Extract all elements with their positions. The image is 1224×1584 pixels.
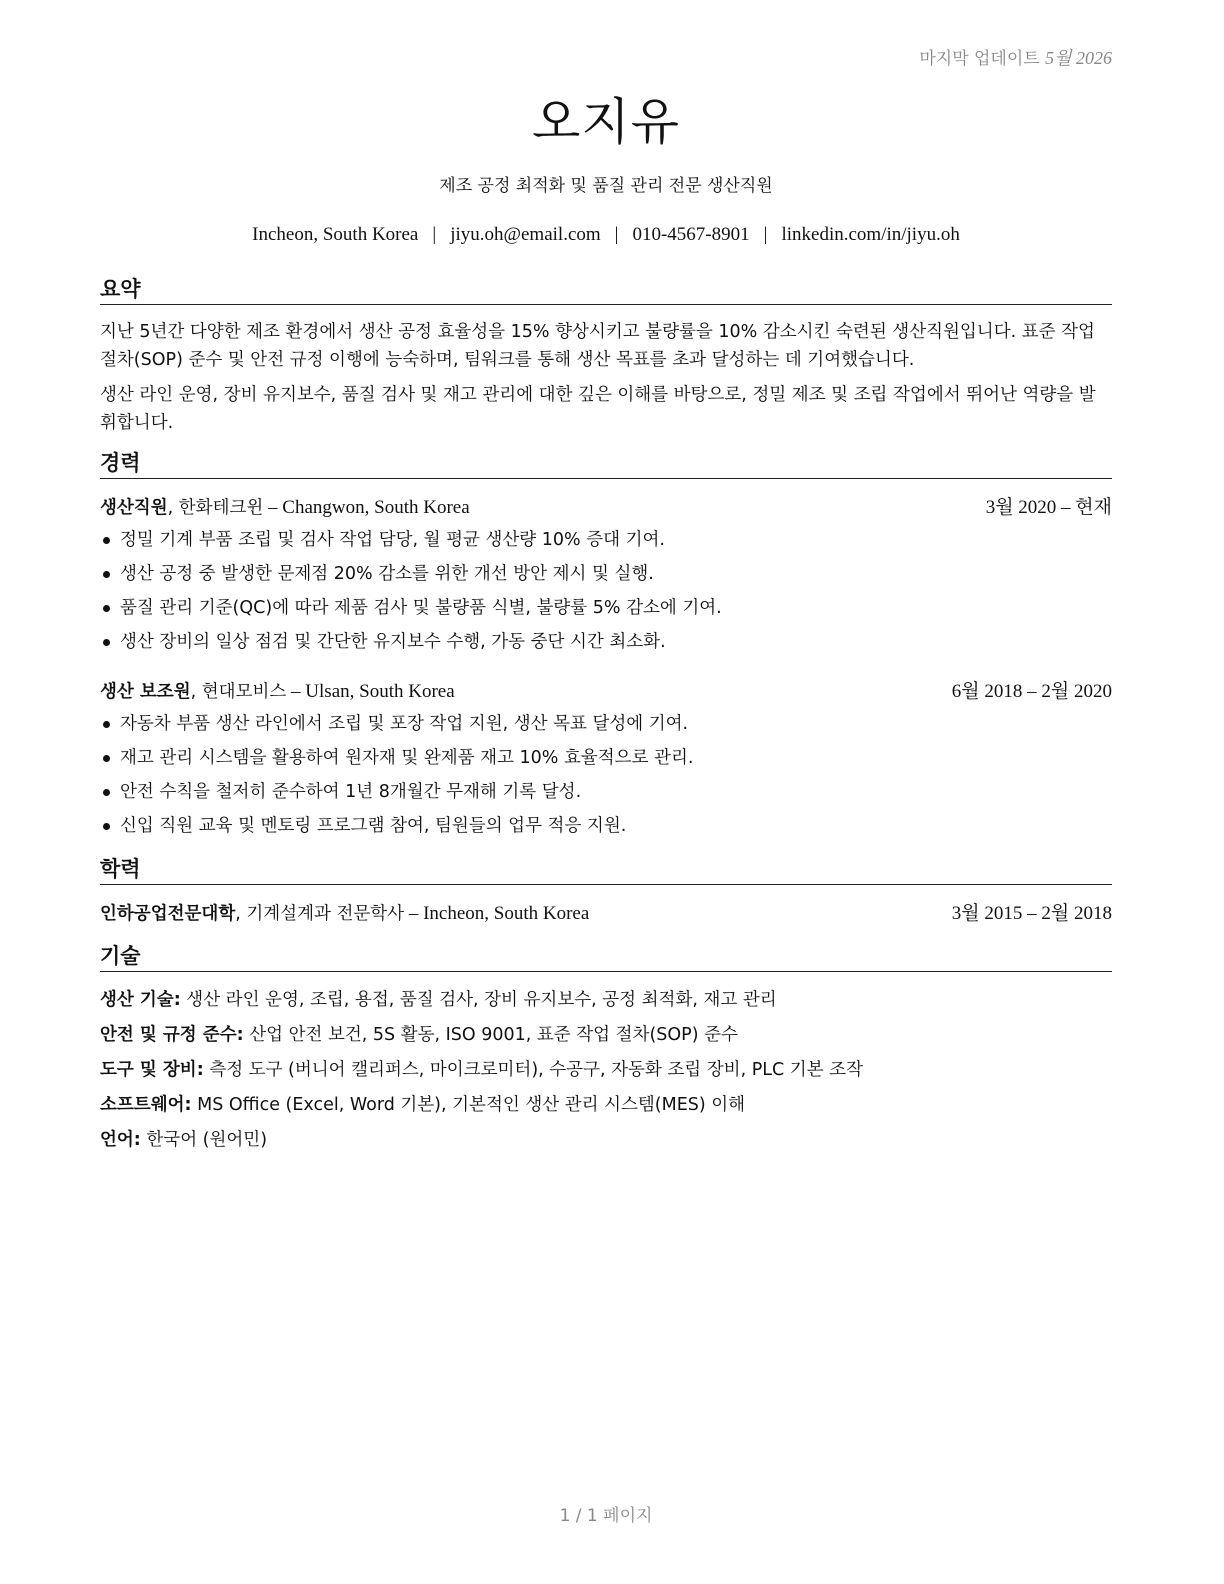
skill-row: [100, 1124, 1112, 1159]
skill-row: [100, 984, 1112, 1019]
list-item: 신입 직원 교육 및 멘토링 프로그램 참여, 팀원들의 업무 적응 지원.: [100, 809, 1112, 843]
school-name: 인하공업전문대학: [100, 904, 236, 924]
summary-section: [100, 318, 1112, 444]
skill-row: [100, 1054, 1112, 1089]
job-header: 생산 보조원, 현대모비스 – Ulsan, South Korea 6월 2018 – 2월 2020: [100, 677, 1112, 707]
last-updated: [919, 44, 1112, 70]
job-location: – Ulsan, South Korea: [291, 681, 455, 702]
skill-value: 한국어 (원어민): [146, 1130, 268, 1150]
resume-page: [100, 0, 1112, 1584]
skill-row: [100, 1019, 1112, 1054]
skill-label: 도구 및 장비:: [100, 1060, 204, 1080]
summary-paragraph: 생산 라인 운영, 장비 유지보수, 품질 검사 및 재고 관리에 대한 깊은 이해를 바탕으로, 정밀 제조 및 조립 작업에서 뛰어난 역량을 발휘합니다.: [100, 385, 1096, 433]
job-title: 생산직원: [100, 498, 168, 518]
skills-section: [100, 984, 1112, 1159]
job-dates: 3월 2020 – 현재: [985, 497, 1112, 518]
skill-label: 안전 및 규정 준수:: [100, 1025, 244, 1045]
job-bullets: [100, 523, 1112, 659]
section-heading-education: 학력: [100, 856, 1112, 885]
job-company: 한화테크윈: [178, 498, 264, 518]
summary-paragraph: 지난 5년간 다양한 제조 환경에서 생산 공정 효율성을 15% 향상시키고 불량률을 10% 감소시킨 숙련된 생산직원입니다. 표준 작업 절차(SOP) 준수 및 안전 규정 이행에 능숙하며, 팀워크를 통해 생산 목표를 초과 달성하는 데 기여했습니다.: [100, 322, 1095, 370]
list-item: 자동차 부품 생산 라인에서 조립 및 포장 작업 지원, 생산 목표 달성에 기여.: [100, 707, 1112, 741]
skill-value: 측정 도구 (버니어 캘리퍼스, 마이크로미터), 수공구, 자동화 조립 장비, PLC 기본 조작: [209, 1060, 863, 1080]
list-item: 생산 장비의 일상 점검 및 간단한 유지보수 수행, 가동 중단 시간 최소화.: [100, 625, 1112, 659]
contact-location: Incheon, South Korea: [252, 224, 419, 245]
section-heading-experience: 경력: [100, 450, 1112, 479]
skill-label: 생산 기술:: [100, 990, 181, 1010]
job-entry: [100, 677, 1112, 843]
skill-label: 소프트웨어:: [100, 1095, 192, 1115]
contact-linkedin[interactable]: linkedin.com/in/jiyu.oh: [781, 224, 960, 245]
list-item: 재고 관리 시스템을 활용하여 원자재 및 완제품 재고 10% 효율적으로 관리.: [100, 741, 1112, 775]
list-item: 안전 수칙을 철저히 준수하여 1년 8개월간 무재해 기록 달성.: [100, 775, 1112, 809]
skill-value: 생산 라인 운영, 조립, 용접, 품질 검사, 장비 유지보수, 공정 최적화, 재고 관리: [186, 990, 777, 1010]
list-item: 정밀 기계 부품 조립 및 검사 작업 담당, 월 평균 생산량 10% 증대 기여.: [100, 523, 1112, 557]
skill-value: MS Office (Excel, Word 기본), 기본적인 생산 관리 시스템(MES) 이해: [197, 1095, 746, 1115]
job-bullets: [100, 707, 1112, 843]
skill-row: [100, 1089, 1112, 1124]
contact-email[interactable]: jiyu.oh@email.com: [450, 224, 601, 245]
degree: , 기계설계과 전문학사: [235, 904, 405, 924]
education-location: – Incheon, South Korea: [408, 903, 590, 924]
contact-phone: 010-4567-8901: [632, 224, 750, 245]
section-heading-skills: 기술: [100, 943, 1112, 972]
tagline: 제조 공정 최적화 및 품질 관리 전문 생산직원: [439, 176, 773, 196]
last-updated-date: 5월 2026: [1045, 48, 1112, 68]
job-entry: [100, 493, 1112, 659]
contact-separator: |: [432, 224, 437, 245]
skill-value: 산업 안전 보건, 5S 활동, ISO 9001, 표준 작업 절차(SOP) 준수: [249, 1025, 738, 1045]
candidate-name: 오지유: [532, 93, 680, 151]
contact-separator: |: [763, 224, 768, 245]
job-header: 생산직원, 한화테크윈 – Changwon, South Korea 3월 2020 – 현재: [100, 493, 1112, 523]
last-updated-label: 마지막 업데이트: [919, 49, 1040, 69]
page-number: 1 / 1 페이지: [559, 1506, 653, 1526]
job-location: – Changwon, South Korea: [268, 497, 470, 518]
job-dates: 6월 2018 – 2월 2020: [951, 681, 1112, 702]
job-company: 현대모비스: [201, 682, 287, 702]
list-item: 생산 공정 중 발생한 문제점 20% 감소를 위한 개선 방안 제시 및 실행.: [100, 557, 1112, 591]
contact-line: [100, 224, 1112, 246]
contact-separator: |: [614, 224, 619, 245]
education-dates: 3월 2015 – 2월 2018: [951, 903, 1112, 924]
education-entry: [100, 899, 1112, 929]
skill-label: 언어:: [100, 1130, 141, 1150]
job-title: 생산 보조원: [100, 682, 191, 702]
section-heading-summary: 요약: [100, 276, 1112, 305]
list-item: 품질 관리 기준(QC)에 따라 제품 검사 및 불량품 식별, 불량률 5% 감소에 기여.: [100, 591, 1112, 625]
